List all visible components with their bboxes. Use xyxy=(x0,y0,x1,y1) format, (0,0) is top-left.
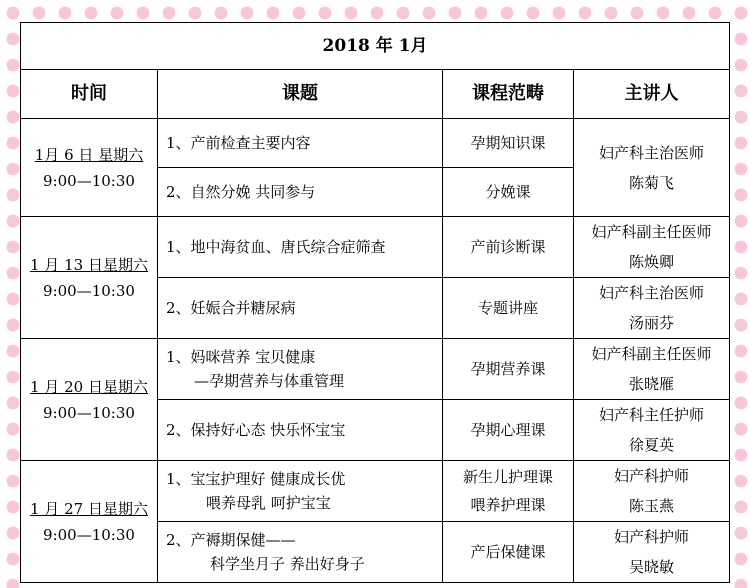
range-line: 新生儿护理课 xyxy=(462,468,553,486)
range-cell xyxy=(443,278,574,339)
speaker-title: 妇产科主任护师 xyxy=(599,406,705,424)
header-range: 课程范畴 xyxy=(443,70,574,119)
speaker-cell xyxy=(574,278,730,339)
range-cell xyxy=(443,217,574,278)
topic-line: 1、宝宝护理好 健康成长优 xyxy=(166,470,346,488)
week-date: 1 月 27 日星期六 xyxy=(30,499,148,518)
speaker-name: 陈玉燕 xyxy=(629,497,675,515)
topic-line-2: 喂养母乳 呵护宝宝 xyxy=(206,494,331,512)
topic-line: 2、自然分娩 共同参与 xyxy=(166,183,316,201)
week-date: 1 月 13 日星期六 xyxy=(30,255,148,274)
week-time: 9:00—10:30 xyxy=(43,525,135,544)
week-date: 1 月 20 日星期六 xyxy=(30,377,148,396)
range-cell xyxy=(443,119,574,168)
topic-line-2: —孕期营养与体重管理 xyxy=(194,372,345,390)
speaker-title: 妇产科护师 xyxy=(614,467,690,485)
topic-cell xyxy=(158,278,443,339)
range-line: 产前诊断课 xyxy=(470,238,546,256)
range-line: 孕期知识课 xyxy=(470,134,546,152)
speaker-title: 妇产科护师 xyxy=(614,528,690,546)
speaker-name: 陈焕卿 xyxy=(629,253,675,271)
range-line: 分娩课 xyxy=(485,183,531,201)
range-line: 产后保健课 xyxy=(470,543,546,561)
speaker-cell xyxy=(574,339,730,400)
speaker-cell xyxy=(574,217,730,278)
topic-cell xyxy=(158,461,443,522)
week-date-cell xyxy=(21,217,158,339)
topic-line: 1、妈咪营养 宝贝健康 xyxy=(166,348,316,366)
range-line: 孕期营养课 xyxy=(470,360,546,378)
week-date-cell xyxy=(21,339,158,461)
speaker-name: 陈菊飞 xyxy=(629,173,675,192)
week-date: 1月 6 日 星期六 xyxy=(34,145,144,164)
schedule-table xyxy=(20,22,730,583)
header-topic: 课题 xyxy=(158,70,443,119)
topic-line-2: 科学坐月子 养出好身子 xyxy=(210,555,365,573)
topic-line: 1、产前检查主要内容 xyxy=(166,134,311,152)
range-cell xyxy=(443,168,574,217)
week-time: 9:00—10:30 xyxy=(43,171,135,190)
range-line: 孕期心理课 xyxy=(470,421,546,439)
range-cell xyxy=(443,339,574,400)
week-time: 9:00—10:30 xyxy=(43,403,135,422)
range-line: 专题讲座 xyxy=(477,299,538,317)
speaker-cell xyxy=(574,461,730,522)
speaker-title: 妇产科主治医师 xyxy=(599,143,705,162)
topic-cell xyxy=(158,522,443,583)
topic-line: 2、保持好心态 快乐怀宝宝 xyxy=(166,421,346,439)
range-cell xyxy=(443,522,574,583)
speaker-name: 张晓雁 xyxy=(629,375,675,393)
topic-cell xyxy=(158,119,443,168)
range-cell xyxy=(443,400,574,461)
speaker-cell xyxy=(574,400,730,461)
speaker-title: 妇产科副主任医师 xyxy=(591,345,712,363)
week-time: 9:00—10:30 xyxy=(43,281,135,300)
header-speaker: 主讲人 xyxy=(574,70,730,119)
speaker-name: 吴晓敏 xyxy=(629,558,675,576)
topic-cell xyxy=(158,168,443,217)
week-date-cell xyxy=(21,119,158,217)
topic-cell xyxy=(158,339,443,400)
schedule-sheet xyxy=(20,22,729,588)
speaker-title: 妇产科副主任医师 xyxy=(591,223,712,241)
table-title: 2018 年 1月 xyxy=(21,23,730,70)
speaker-cell xyxy=(574,119,730,217)
range-cell xyxy=(443,461,574,522)
speaker-cell xyxy=(574,522,730,583)
speaker-title: 妇产科主治医师 xyxy=(599,284,705,302)
topic-line: 1、地中海贫血、唐氏综合症筛查 xyxy=(166,238,386,256)
week-date-cell xyxy=(21,461,158,583)
header-time: 时间 xyxy=(21,70,158,119)
speaker-name: 徐夏英 xyxy=(629,436,675,454)
topic-line: 2、产褥期保健—— xyxy=(166,531,296,549)
topic-cell xyxy=(158,400,443,461)
topic-cell xyxy=(158,217,443,278)
topic-line: 2、妊娠合并糖尿病 xyxy=(166,299,296,317)
speaker-name: 汤丽芬 xyxy=(629,314,675,332)
range-line-2: 喂养护理课 xyxy=(470,496,546,514)
